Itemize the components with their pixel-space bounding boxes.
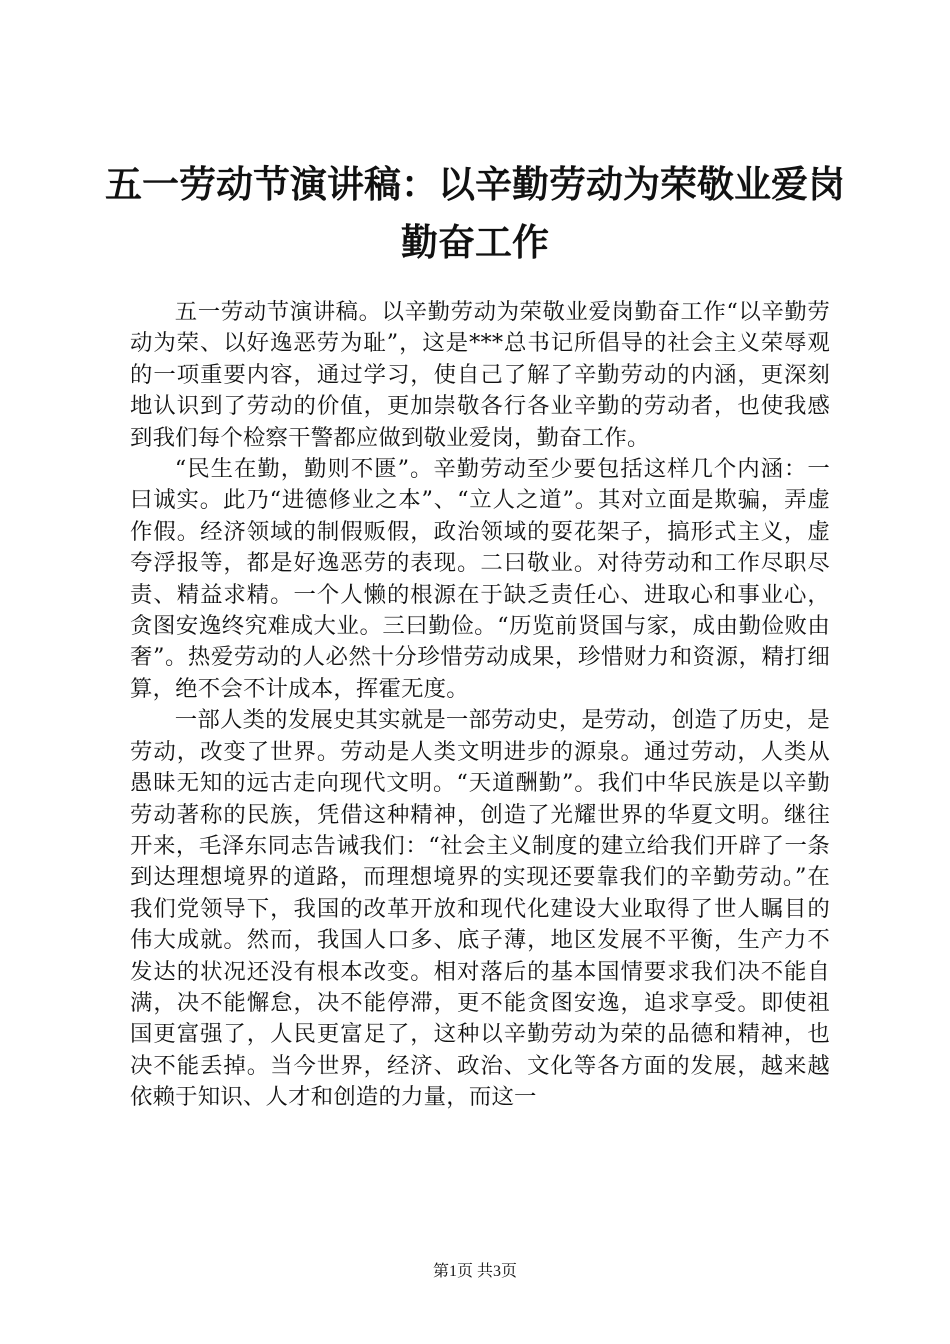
document-title-line-2: 勤奋工作 (401, 220, 549, 264)
document-body (130, 297, 830, 1114)
paragraph-2: “民生在勤，勤则不匮”。辛勤劳动至少要包括这样几个内涵：一曰诚实。此乃“进德修业之本”、“立人之道”。其对立面是欺骗，弄虚作假。经济领域的制假贩假，政治领域的耍花架子，搞形式主义，虚夸浮报等，都是好逸恶劳的表现。二曰敬业。对待劳动和工作尽职尽责、精益求精。一个人懒的根源在于缺乏责任心、进取心和事业心，贪图安逸终究难成大业。三曰勤俭。“历览前贤国与家，成由勤俭败由奢”。热爱劳动的人必然十分珍惜劳动成果，珍惜财力和资源，精打细算，绝不会不计成本，挥霍无度。 (130, 456, 830, 702)
page-footer: 第1页 共3页 (432, 1263, 517, 1280)
document-title-line-1: 五一劳动节演讲稿：以辛勤劳动为荣敬业爱岗 (105, 162, 845, 206)
paragraph-1: 五一劳动节演讲稿。以辛勤劳动为荣敬业爱岗勤奋工作“以辛勤劳动为荣、以好逸恶劳为耻”，这是***总书记所倡导的社会主义荣辱观的一项重要内容，通过学习，使自己了解了辛勤劳动的内涵，更深刻地认识到了劳动的价值，更加崇敬各行各业辛勤的劳动者，也使我感到我们每个检察干警都应做到敬业爱岗，勤奋工作。 (130, 299, 830, 451)
paragraph-3: 一部人类的发展史其实就是一部劳动史，是劳动，创造了历史，是劳动，改变了世界。劳动是人类文明进步的源泉。通过劳动，人类从愚昧无知的远古走向现代文明。“天道酬勤”。我们中华民族是以辛勤劳动著称的民族，凭借这种精神，创造了光耀世界的华夏文明。继往开来，毛泽东同志告诫我们：“社会主义制度的建立给我们开辟了一条到达理想境界的道路，而理想境界的实现还要靠我们的辛勤劳动。”在我们党领导下，我国的改革开放和现代化建设大业取得了世人瞩目的伟大成就。然而，我国人口多、底子薄，地区发展不平衡，生产力不发达的状况还没有根本改变。相对落后的基本国情要求我们决不能自满，决不能懈怠，决不能停滞，更不能贪图安逸，追求享受。即使祖国更富强了，人民更富足了，这种以辛勤劳动为荣的品德和精神，也决不能丢掉。当今世界，经济、政治、文化等各方面的发展，越来越依赖于知识、人才和创造的力量，而这一 (130, 707, 830, 1111)
